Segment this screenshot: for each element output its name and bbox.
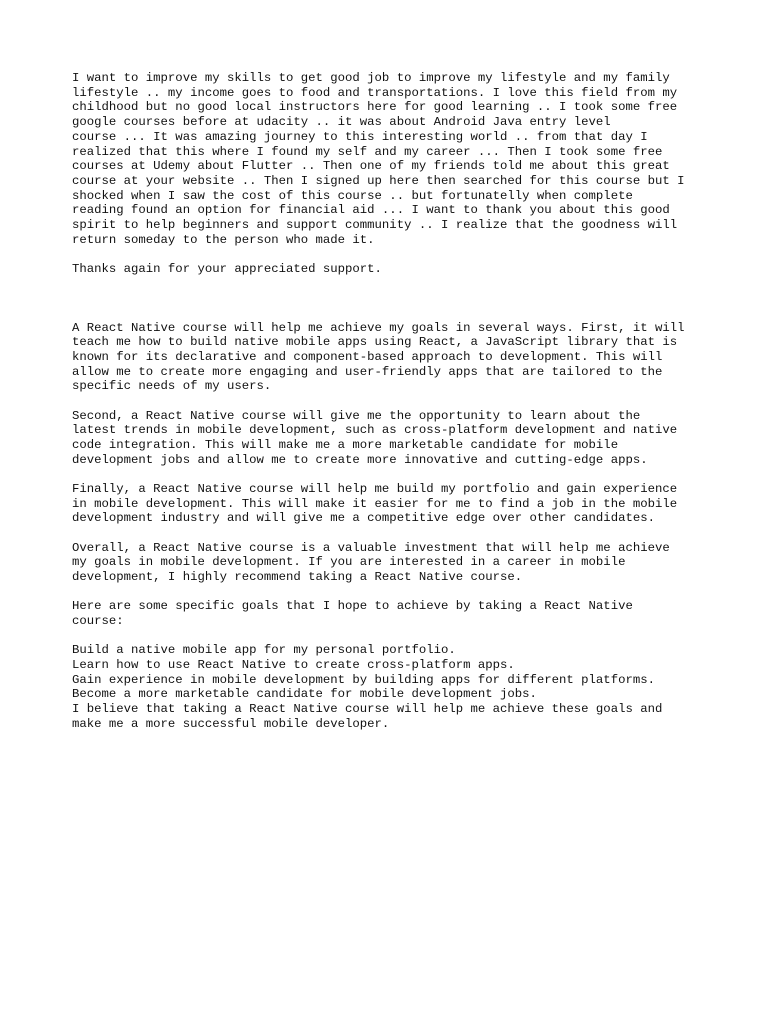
paragraph-spacer [72,629,712,644]
paragraph-thanks: Thanks again for your appreciated support. [72,261,382,276]
paragraph-spacer [72,526,712,541]
paragraph-spacer [72,247,712,262]
paragraph-spacer [72,467,712,482]
paragraph-spacer [72,585,712,600]
paragraph-goals-list: Build a native mobile app for my personal portfolio. Learn how to use React Native to create cross-platform apps. Gain experience in mobile development by building apps for different platforms. Become a more marketable candidate for mobile development jobs. I believe that taking a React Native course will help me achieve these goals and make me a more successful mobile developer. [72,643,663,731]
paragraph-second: Second, a React Native course will give me the opportunity to learn about the latest trends in mobile development, such as cross-platform development and native code integration. This will make me a more marketable candidate for mobile development jobs and allow me to create more innovative and cutting-edge apps. [72,408,678,467]
paragraph-spacer [72,394,712,409]
paragraph-motivation: I want to improve my skills to get good job to improve my lifestyle and my family lifestyle .. my income goes to food and transportations. I love this field from my childhood but no good local instructors here for good learning .. I took some free google courses before at udacity .. it was about Android Java entry level course ... It was amazing journey to this interesting world .. from that day I realized that this where I found my self and my career ... Then I took some free courses at Udemy about Flutter .. Then one of my friends told me about this great course at your website .. Then I signed up here then searched for this course but I shocked when I saw the cost of this course .. but fortunatelly when complete reading found an option for financial aid ... I want to thank you about this good spirit to help beginners and support community .. I realize that the goodness will return someday to the person who made it. [72,71,685,247]
section-spacer [72,277,712,321]
document-page [72,71,712,731]
paragraph-finally: Finally, a React Native course will help me build my portfolio and gain experience in mobile development. This will make it easier for me to find a job in the mobile development industry and will give me a competitive edge over other candidates. [72,481,678,526]
paragraph-goals-intro: Here are some specific goals that I hope to achieve by taking a React Native course: [72,599,633,628]
paragraph-react-native-intro: A React Native course will help me achieve my goals in several ways. First, it will teach me how to build native mobile apps using React, a JavaScript library that is known for its declarative and component-based approach to development. This will allow me to create more engaging and user-friendly apps that are tailored to the specific needs of my users. [72,320,685,394]
paragraph-overall: Overall, a React Native course is a valuable investment that will help me achieve my goals in mobile development. If you are interested in a career in mobile development, I highly recommend taking a React Native course. [72,540,670,584]
